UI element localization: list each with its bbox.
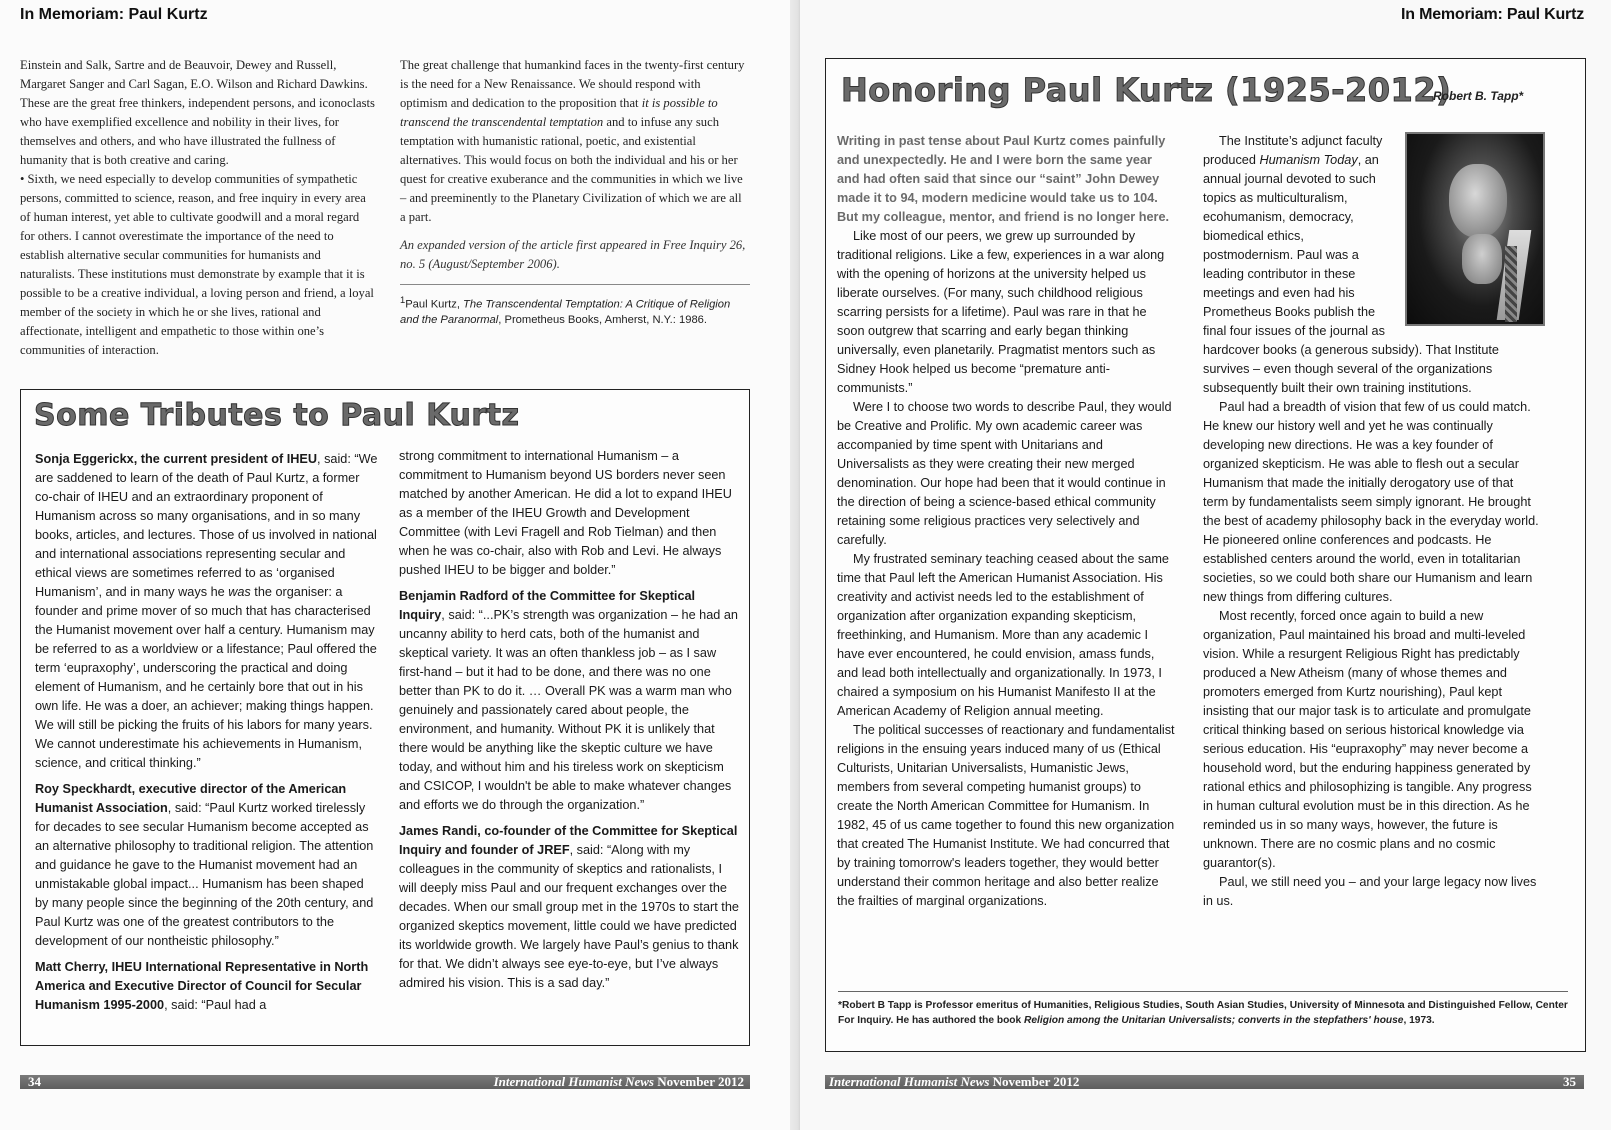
tribute-speaker: Roy Speckhardt, executive director of the American Humanist Association bbox=[35, 782, 347, 815]
publication-name: International Humanist News bbox=[493, 1074, 654, 1089]
article-column-2 bbox=[1203, 132, 1541, 911]
article-title: Honoring Paul Kurtz (1925-2012) bbox=[841, 71, 1452, 109]
tribute-item: Roy Speckhardt, executive director of the American Humanist Association, said: “Paul Kurtz worked tirelessly for decades to see secular Humanism become accepted as an alternative philosophy to traditional religion. The attention and guidance he gave to the Humanist movement had an unmistakable global impact... Humanism has been shaped by many people since the beginning of the 20th century, and Paul Kurtz was one of the greatest contributors to the development of our nontheistic philosophy.” bbox=[35, 782, 374, 948]
intro-paragraph: The great challenge that humankind faces in the twenty-first century is the need for a New Renaissance. We should respond with optimism and dedication to the proposition that it is possible to transcend the transcendental temptation and to infuse any such temptation with humanistic rational, poetic, and existential alternatives. This would focus on both the individual and his or her quest for creative exuberance and the communities in which we live – and preeminently to the Planetary Civilization of which we are all a part. bbox=[400, 58, 745, 224]
tribute-continuation: strong commitment to international Humanism – a commitment to Humanism beyond US borders never seen matched by another American. He did a lot to expand IHEU as a member of the IHEU Growth and Development Committee (with Levi Fragell and Rob Tielman) and then when he was co-chair, also with Rob and Levi. He always pushed IHEU to be bigger and bolder.” bbox=[399, 449, 732, 577]
tribute-speaker: Benjamin Radford of the Committee for Skeptical Inquiry bbox=[399, 589, 696, 622]
article-box bbox=[825, 58, 1586, 1052]
page-number: 34 bbox=[28, 1074, 41, 1089]
page-number: 35 bbox=[1563, 1074, 1576, 1089]
tributes-column-1 bbox=[35, 450, 380, 1022]
article-credit: An expanded version of the article first appeared in Free Inquiry 26, no. 5 (August/September 2006). bbox=[400, 238, 746, 271]
portrait-photo bbox=[1405, 132, 1545, 326]
book-title: Religion among the Unitarian Universalists; converts in the stepfathers' house bbox=[1024, 1015, 1404, 1026]
right-page bbox=[800, 0, 1611, 1130]
article-paragraph: The political successes of reactionary and fundamentalist religions in the ensuing years induced many of us (Ethical Culturists, Unitarian Universalists, Humanistic Jews, members from several competing humanist groups) to create the North American Committee for Humanism. In 1982, 45 of us came together to found this new organization that created The Humanist Institute. We had concurred that by training tomorrow's leaders together, they would better understand their common heritage and also better realize the frailties of marginal organizations. bbox=[837, 723, 1175, 908]
article-paragraph: Were I to choose two words to describe Paul, they would be Creative and Prolific. My own academic career was accompanied by time spent with Unitarians and Universalists as they were creating their new merged denomination. Our hope had been that it would continue in the direction of being a science-based ethical community retaining some religious practices very selectively and carefully. bbox=[837, 400, 1172, 547]
article-paragraph: My frustrated seminary teaching ceased about the same time that Paul left the American Humanist Association. His creativity and activist needs led to the establishment of organization after organization expanding skepticism, freethinking, and Humanism. More than any academic I have ever encountered, he could envision, amass funds, and lead both intellectually and organizationally. In 1973, I chaired a symposium on his Humanist Manifesto II at the American Academy of Religion annual meeting. bbox=[837, 552, 1169, 718]
tribute-speaker: Matt Cherry, IHEU International Representative in North America and Executive Director of Council for Secular Humanism 1995-2000 bbox=[35, 960, 369, 1012]
tributes-box bbox=[20, 389, 750, 1046]
article-paragraph: Like most of our peers, we grew up surrounded by traditional religions. Like a few, experiences in a war along with the opening of horizons at the university helped us liberate ourselves. (For many, such childhood religious scarring persists for a lifetime). Paul was rare in that he soon outgrew that scarring and early began thinking universally, even planetarily. Pragmatist mentors such as Sidney Hook helped us become “premature anti-communists.” bbox=[837, 229, 1165, 395]
publication-line bbox=[829, 1075, 1079, 1089]
emphasis: it is possible to transcend the transcendental temptation bbox=[400, 96, 718, 129]
intro-column-2 bbox=[400, 56, 750, 329]
article-paragraph: Paul had a breadth of vision that few of us could match. He knew our history well and yet he was continually developing new directions. He was a key founder of organized skepticism. He was able to flesh out a secular Humanism that made the initially derogatory use of that term by fundamentalists seem simply ignorant. He brought the best of academy philosophy back in the everyday world. He pioneered online conferences and podcasts. He established centers around the world, even in totalitarian societies, so we could both share our Humanism and learn new things from differing cultures. bbox=[1203, 400, 1539, 604]
tribute-speaker: James Randi, co-founder of the Committee for Skeptical Inquiry and founder of JREF bbox=[399, 824, 738, 857]
issue-date: November 2012 bbox=[992, 1074, 1080, 1089]
tributes-title: Some Tributes to Paul Kurtz bbox=[34, 398, 520, 433]
article-paragraph: The Institute’s adjunct faculty produced Humanism Today, an annual journal devoted to such topics as multiculturalism, ecohumanism, democracy, biomedical ethics, postmodernism. Paul was a leading contributor in these meetings and even had his Prometheus Books publish the final four issues of the journal as hardcover books (a generous subsidy). That Institute survives – even though several of the organizations subsequently built their own training institutions. bbox=[1203, 134, 1499, 395]
tribute-item: Sonja Eggerickx, the current president of IHEU, said: “We are saddened to learn of the death of Paul Kurtz, a former co-chair of IHEU and an extraordinary proponent of Humanism across so many organisations, and in so many books, articles, and lectures. Those of us involved in national and international associations representing secular and ethical views are sometimes referred to as ‘organised Humanism’, and in many ways he was the organiser: a founder and prime mover of so much that has characterised the Humanist movement over half a century. Humanism may be referred to as a worldview or a lifestance; Paul offered the term ‘eupraxophy’, underscoring the practical and doing element of Humanism, and he certainly bore that out in his own life. He was a doer, an achiever; making things happen. We will still be picking the fruits of his labors for many years. We cannot underestimate his achievements in Humanism, science, and critical thinking.” bbox=[35, 452, 378, 770]
intro-paragraph: • Sixth, we need especially to develop communities of sympathetic persons, committed to science, reason, and free inquiry in every area of human interest, yet able to cultivate goodwill and a moral regard for others. I cannot overestimate the importance of the need to establish alternative secular communities for humanists and naturalists. These institutions must demonstrate by example that it is possible to be a creative individual, a loving person and friend, a loyal member of the society in which he or she lives, rational and affectionate, intelligent and empathetic to those within one’s communities of interaction. bbox=[20, 172, 374, 357]
article-author: Robert B. Tapp* bbox=[1433, 89, 1524, 103]
journal-title: Humanism Today bbox=[1259, 153, 1358, 167]
article-paragraph: Paul, we still need you – and your large legacy now lives in us. bbox=[1203, 875, 1537, 908]
tribute-item: James Randi, co-founder of the Committee for Skeptical Inquiry and founder of JREF, said: “Along with my colleagues in the community of skeptics and rationalists, I will deeply miss Paul and our frequent exchanges over the decades. When our small group met in the 1970s to start the organized skeptics movement, little could we have predicted its worldwide growth. We largely have Paul’s genius to thank for that. We didn’t always see eye-to-eye, but I’ve always admired his vision. This is a sad day.” bbox=[399, 824, 739, 990]
article-lead: Writing in past tense about Paul Kurtz comes painfully and unexpectedly. He and I were born the same year and had often said that since our “saint” John Dewey made it to 94, modern medicine would take us to 104. But my colleague, mentor, and friend is no longer here. bbox=[837, 134, 1170, 224]
page-footer bbox=[825, 1075, 1584, 1089]
publication-line bbox=[494, 1075, 744, 1089]
book-title: The Transcendental Temptation: A Critique of Religion and the Paranormal bbox=[400, 298, 731, 327]
tributes-column-2 bbox=[399, 447, 739, 1000]
running-head: In Memoriam: Paul Kurtz bbox=[1401, 6, 1584, 23]
intro-paragraph: Einstein and Salk, Sartre and de Beauvoir, Dewey and Russell, Margaret Sanger and Carl Sagan, E.O. Wilson and Richard Dawkins. These are the great free thinkers, independent persons, and iconoclasts who have exemplified excellence and nobility in their lives, for themselves and others, and who have illustrated the fullness of humanity that is both creative and caring. bbox=[20, 58, 375, 167]
tribute-speaker: Sonja Eggerickx, the current president of IHEU bbox=[35, 452, 318, 466]
running-head: In Memoriam: Paul Kurtz bbox=[20, 6, 208, 23]
left-page bbox=[0, 0, 790, 1130]
article-paragraph: Most recently, forced once again to build a new organization, Paul maintained his broad and multi-leveled vision. While a resurgent Religious Right has predictably produced a New Atheism (many of whose themes and promoters emerged from Kurtz nourishing), Paul kept insisting that our major task is to articulate and promulgate critical thinking based on serious historical knowledge via serious education. His “eupraxophy” may never become a household word, but the enduring happiness generated by rational ethics and philosophizing is tangible. Any progress in human cultural evolution must be in this direction. As he reminded us in so many ways, however, the future is unknown. There are no cosmic plans and no cosmic guarantor(s). bbox=[1203, 609, 1532, 870]
page-footer bbox=[20, 1075, 750, 1089]
author-footnote: *Robert B Tapp is Professor emeritus of Humanities, Religious Studies, South Asian Studies, University of Minnesota and Distinguished Fellow, Center For Inquiry. He has authored the book Religion among the Unitarian Universalists; converts in the stepfathers' house, 1973. bbox=[838, 991, 1568, 1028]
tribute-item: Matt Cherry, IHEU International Representative in North America and Executive Director of Council for Secular Humanism 1995-2000, said: “Paul had a bbox=[35, 960, 369, 1012]
issue-date: November 2012 bbox=[657, 1074, 744, 1089]
footnote: $^1$Paul Kurtz, The Transcendental Temptation: A Critique of Religion and the Paranormal, Prometheus Books, Amherst, N.Y.: 1986. bbox=[400, 295, 731, 327]
intro-column-1 bbox=[20, 56, 375, 360]
tribute-item: Benjamin Radford of the Committee for Skeptical Inquiry, said: “...PK’s strength was organization – he had an uncanny ability to herd cats, both of the humanist and skeptical variety. It was an often thankless job – as I saw first-hand – but it had to be done, and there was no one better than PK to do it. … Overall PK was a warm man who genuinely and passionately cared about people, the environment, and humanity. Without PK it is unlikely that there would be anything like the skeptic culture we have today, and without him and his tireless work on skepticism and CSICOP, I wouldn't be able to make whatever changes and efforts we do through the organization.” bbox=[399, 589, 738, 812]
footnote-divider bbox=[400, 284, 750, 285]
publication-name: International Humanist News bbox=[829, 1074, 990, 1089]
article-column-1 bbox=[837, 132, 1177, 911]
